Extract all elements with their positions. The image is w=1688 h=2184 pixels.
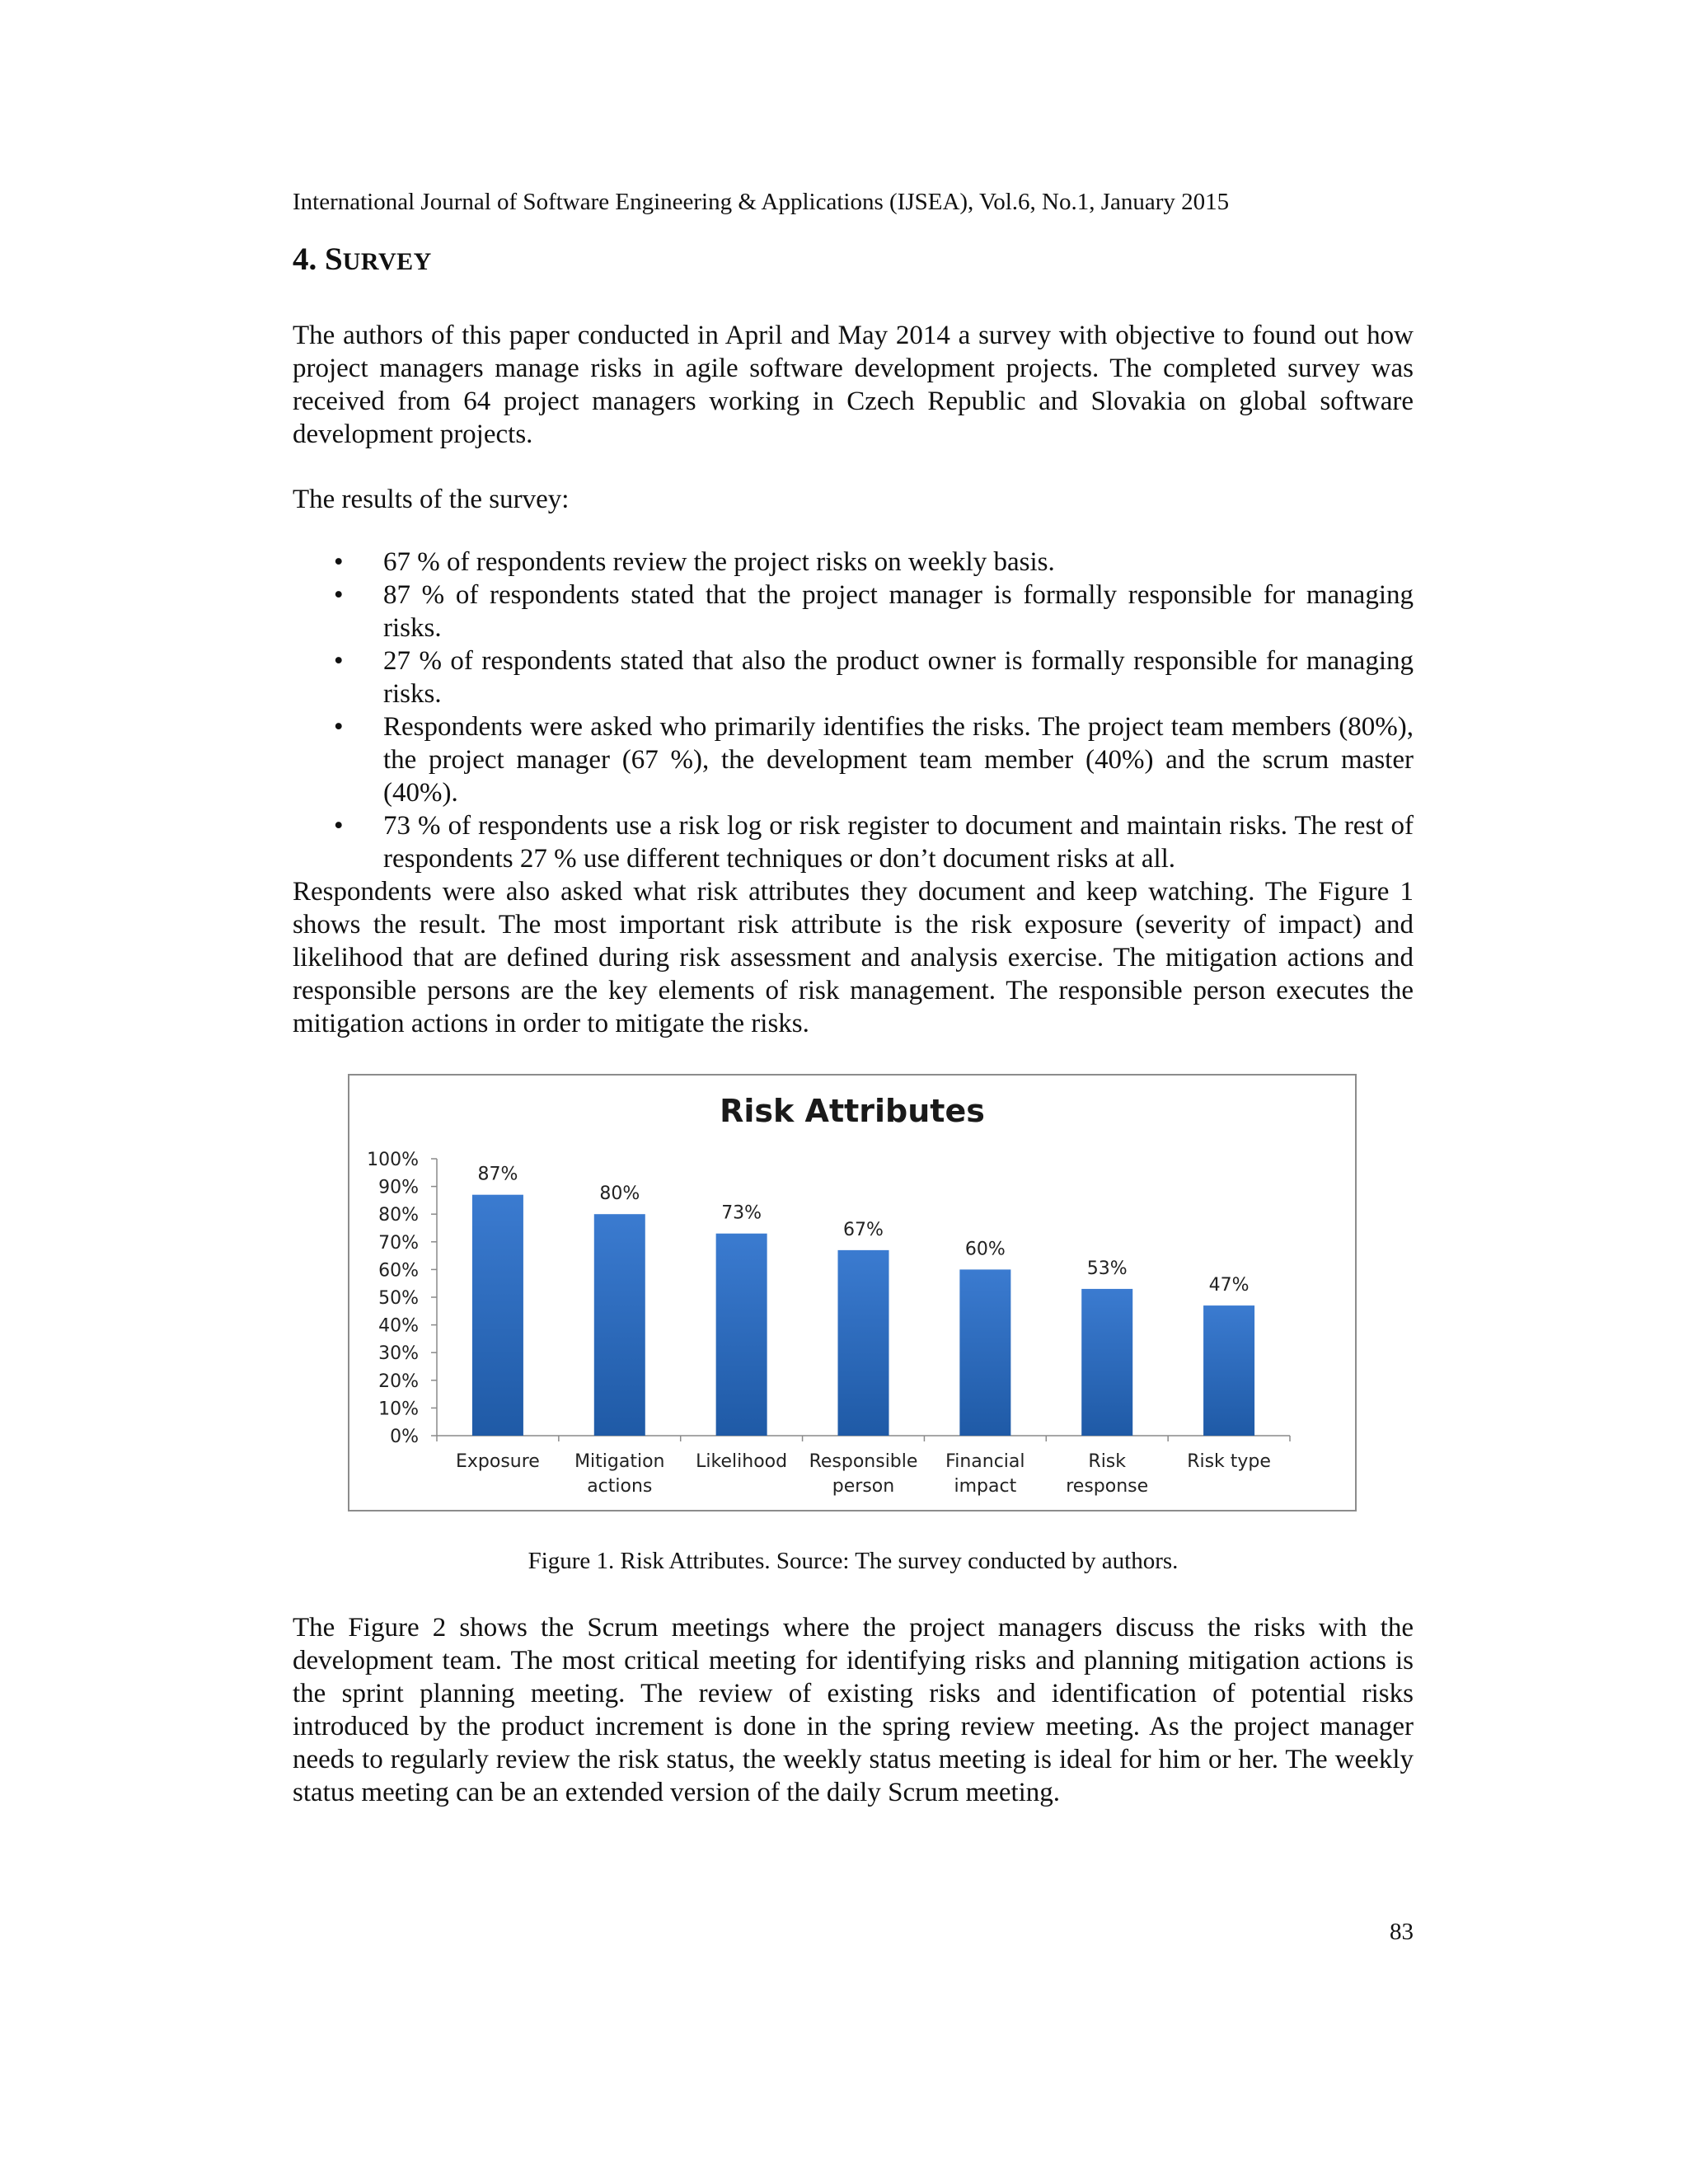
intro-paragraph: The authors of this paper conducted in April and May 2014 a survey with objective to found out how project managers manage risks in agile software development projects. The completed survey was received from 64 project managers working in Czech Republic and Slovakia on global software development projects.	[293, 321, 1414, 449]
y-tick-label: 20%	[378, 1371, 419, 1392]
y-tick-label: 70%	[378, 1232, 419, 1254]
x-tick-label: person	[832, 1476, 895, 1497]
y-tick-label: 40%	[378, 1315, 419, 1337]
bar	[472, 1195, 523, 1436]
results-list	[293, 546, 1414, 875]
list-item: • 87 % of respondents stated that the project manager is formally responsible for managing risks.	[334, 580, 1414, 643]
x-tick-label: Likelihood	[696, 1451, 788, 1472]
list-item: • 27 % of respondents stated that also the product owner is formally responsible for managing risks.	[334, 646, 1414, 709]
bar	[959, 1269, 1010, 1436]
bar	[716, 1234, 767, 1436]
list-item: • 67 % of respondents review the project risks on weekly basis.	[334, 547, 1055, 577]
bar	[1081, 1289, 1132, 1436]
data-label: 80%	[599, 1183, 640, 1205]
page-number: 83	[1390, 1919, 1414, 1945]
results-intro: The results of the survey:	[293, 485, 570, 514]
x-tick-label: Risk	[1088, 1451, 1127, 1472]
x-tick-label: Financial	[945, 1451, 1025, 1472]
section-rest: URVEY	[342, 248, 432, 275]
y-tick-label: 100%	[367, 1150, 419, 1170]
data-label: 47%	[1208, 1275, 1250, 1296]
data-label: 87%	[477, 1164, 518, 1185]
bar	[1203, 1305, 1254, 1436]
data-label: 67%	[843, 1219, 884, 1240]
y-tick-label: 0%	[390, 1427, 419, 1447]
data-label: 73%	[721, 1202, 762, 1224]
y-tick-label: 30%	[378, 1343, 419, 1365]
x-tick-label: Risk type	[1187, 1451, 1271, 1472]
data-label: 53%	[1086, 1258, 1128, 1279]
list-item: • Respondents were asked who primarily identifies the risks. The project team members (80%), the project manager (67 %), the development team member (40%) and the scrum master (40%).	[334, 712, 1414, 808]
x-tick-label: response	[1066, 1476, 1149, 1497]
section-number: 4.	[293, 241, 317, 277]
chart-title: Risk Attributes	[720, 1093, 985, 1129]
data-label: 60%	[964, 1239, 1006, 1260]
x-tick-label: Exposure	[455, 1451, 540, 1472]
list-item: • 73 % of respondents use a risk log or risk register to document and maintain risks. The rest of respondents 27 % use different techniques or don’t document risks at all.	[334, 811, 1414, 874]
bar	[594, 1214, 645, 1436]
x-tick-label: impact	[954, 1476, 1017, 1497]
x-tick-label: actions	[587, 1476, 653, 1497]
section-title	[293, 240, 432, 282]
journal-header: International Journal of Software Engineering & Applications (IJSEA), Vol.6, No.1, January 2015	[293, 189, 1230, 215]
x-tick-label: Responsible	[809, 1451, 918, 1472]
y-tick-label: 50%	[378, 1288, 419, 1309]
y-tick-label: 60%	[378, 1260, 419, 1282]
attributes-paragraph: Respondents were also asked what risk attributes they document and keep watching. The Figure 1 shows the result. The most important risk attribute is the risk exposure (severity of impact) and likelihood that are defined during risk assessment and analysis exercise. The mitigation actions and responsible persons are the key elements of risk management. The responsible person executes the mitigation actions in order to mitigate the risks.	[293, 877, 1414, 1038]
y-tick-label: 10%	[378, 1399, 419, 1420]
x-tick-label: Mitigation	[574, 1451, 665, 1472]
risk-attributes-chart	[349, 1076, 1355, 1510]
figure-1	[348, 1074, 1357, 1511]
y-tick-label: 80%	[378, 1205, 419, 1226]
y-tick-label: 90%	[378, 1177, 419, 1198]
bar	[838, 1250, 889, 1436]
section-first-letter: S	[325, 241, 343, 277]
figure2-paragraph: The Figure 2 shows the Scrum meetings where the project managers discuss the risks with the development team. The most critical meeting for identifying risks and planning mitigation actions is the sprint planning meeting. The review of existing risks and identification of potential risks introduced by the product increment is done in the spring review meeting. As the project manager needs to regularly review the risk status, the weekly status meeting is ideal for him or her. The weekly status meeting can be an extended version of the daily Scrum meeting.	[293, 1613, 1414, 1807]
figure-caption: Figure 1. Risk Attributes. Source: The survey conducted by authors.	[528, 1548, 1179, 1574]
